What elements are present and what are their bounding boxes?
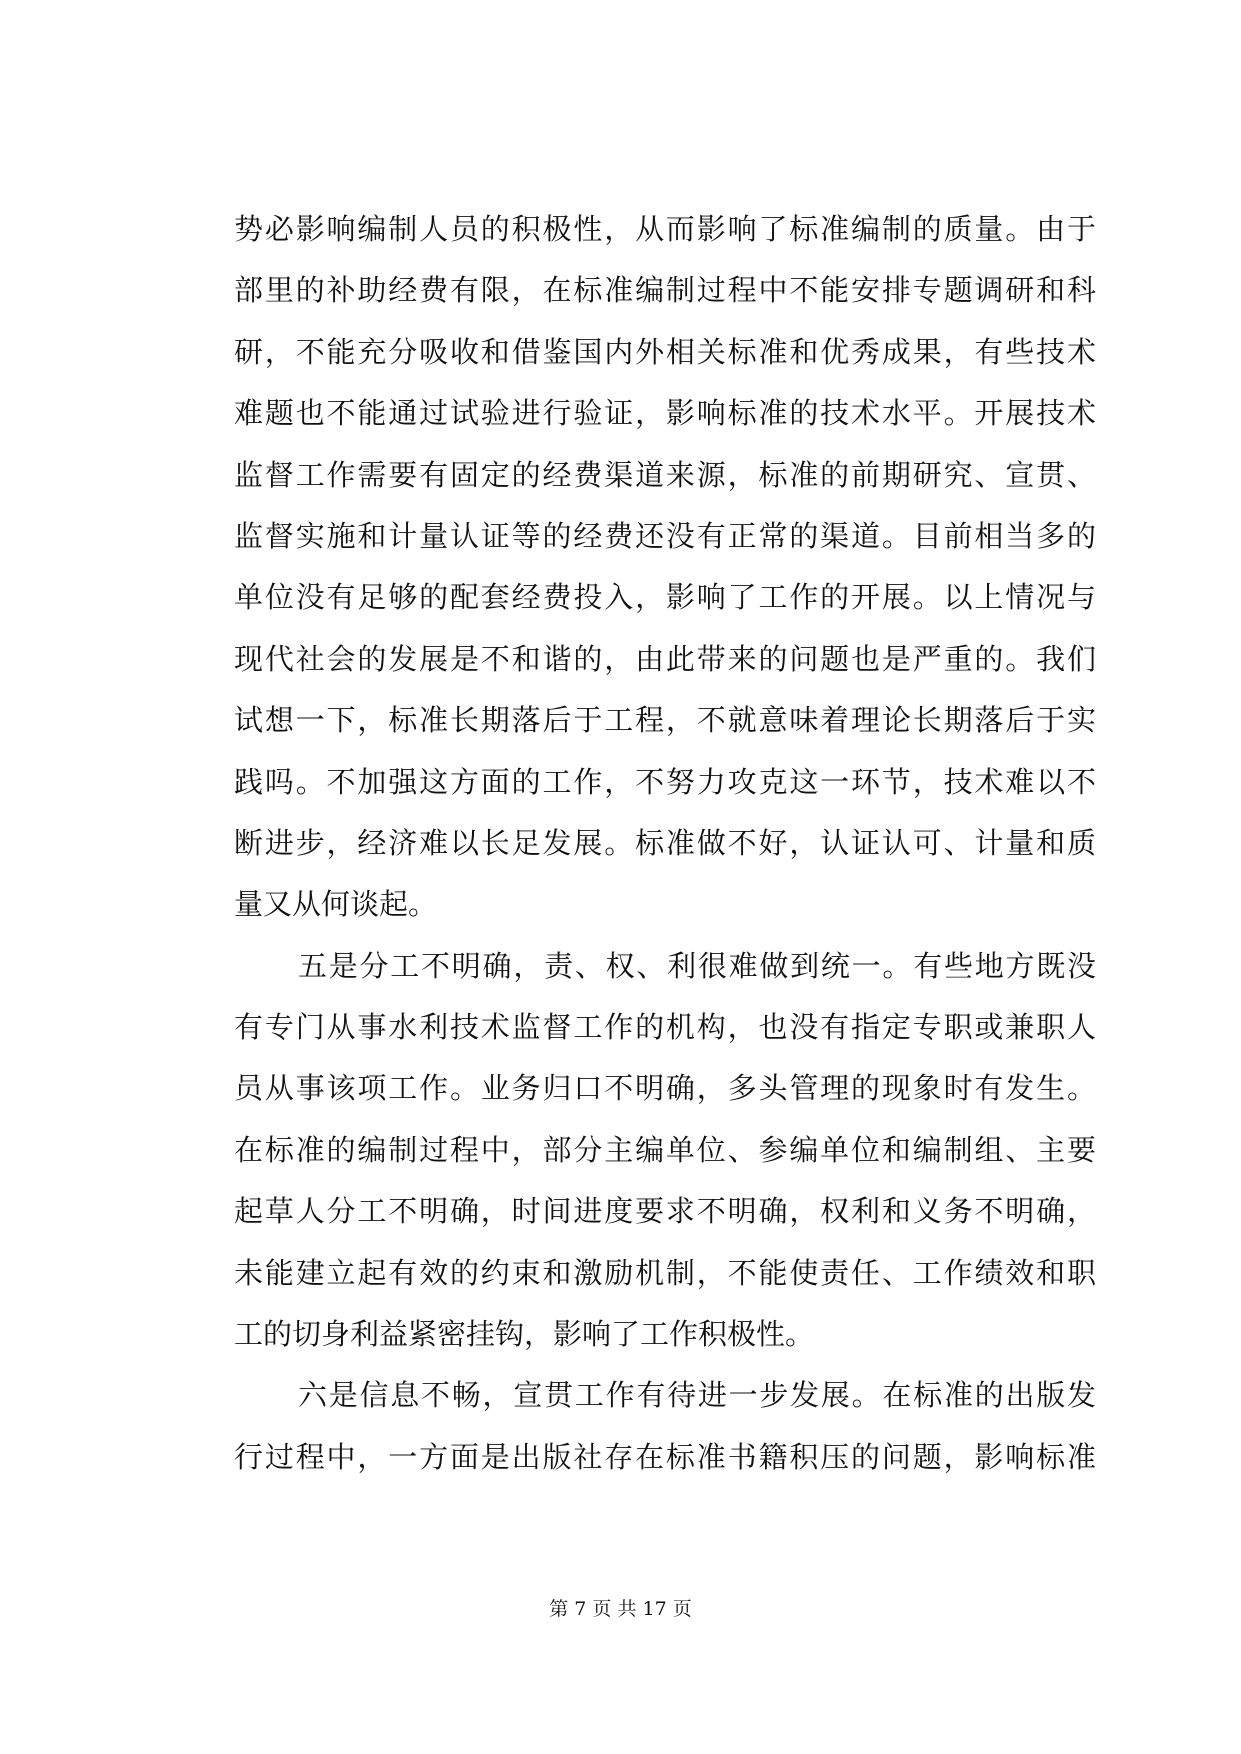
paragraph-line: 部里的补助经费有限，在标准编制过程中不能安排专题调研和科 [234, 273, 1096, 308]
paragraph-line: 难题也不能通过试验进行验证，影响标准的技术水平。开展技术 [234, 396, 1096, 431]
document-body [234, 199, 1096, 1488]
paragraph-line: 践吗。不加强这方面的工作，不努力攻克这一环节，技术难以不 [234, 764, 1096, 799]
paragraph-line: 单位没有足够的配套经费投入，影响了工作的开展。以上情况与 [234, 580, 1096, 615]
paragraph-line: 六是信息不畅，宣贯工作有待进一步发展。在标准的出版发 [298, 1378, 1096, 1413]
paragraph-line: 未能建立起有效的约束和激励机制，不能使责任、工作绩效和职 [234, 1255, 1096, 1290]
paragraph-line: 现代社会的发展是不和谐的，由此带来的问题也是严重的。我们 [234, 641, 1096, 676]
paragraph-line: 监督实施和计量认证等的经费还没有正常的渠道。目前相当多的 [234, 518, 1096, 553]
paragraph-line: 监督工作需要有固定的经费渠道来源，标准的前期研究、宣贯、 [234, 457, 1096, 492]
paragraph-line: 势必影响编制人员的积极性，从而影响了标准编制的质量。由于 [234, 212, 1096, 246]
paragraph-line: 研，不能充分吸收和借鉴国内外相关标准和优秀成果，有些技术 [234, 334, 1096, 369]
paragraph-line: 起草人分工不明确，时间进度要求不明确，权利和义务不明确， [234, 1194, 1096, 1229]
paragraph-line: 断进步，经济难以长足发展。标准做不好，认证认可、计量和质 [234, 825, 1096, 860]
page-number-footer: 第 7 页 共 17 页 [549, 1598, 692, 1620]
paragraph-line: 试想一下，标准长期落后于工程，不就意味着理论长期落后于实 [234, 703, 1096, 738]
paragraph-line: 行过程中，一方面是出版社存在标准书籍积压的问题，影响标准 [234, 1439, 1096, 1474]
paragraph-line: 五是分工不明确，责、权、利很难做到统一。有些地方既没 [298, 948, 1096, 983]
paragraph-line: 员从事该项工作。业务归口不明确，多头管理的现象时有发生。 [234, 1071, 1096, 1106]
paragraph-line: 有专门从事水利技术监督工作的机构，也没有指定专职或兼职人 [234, 1010, 1096, 1045]
paragraph-line: 工的切身利益紧密挂钩，影响了工作积极性。 [234, 1317, 815, 1352]
paragraph-line: 量又从何谈起。 [234, 887, 438, 922]
paragraph-line: 在标准的编制过程中，部分主编单位、参编单位和编制组、主要 [234, 1132, 1096, 1167]
